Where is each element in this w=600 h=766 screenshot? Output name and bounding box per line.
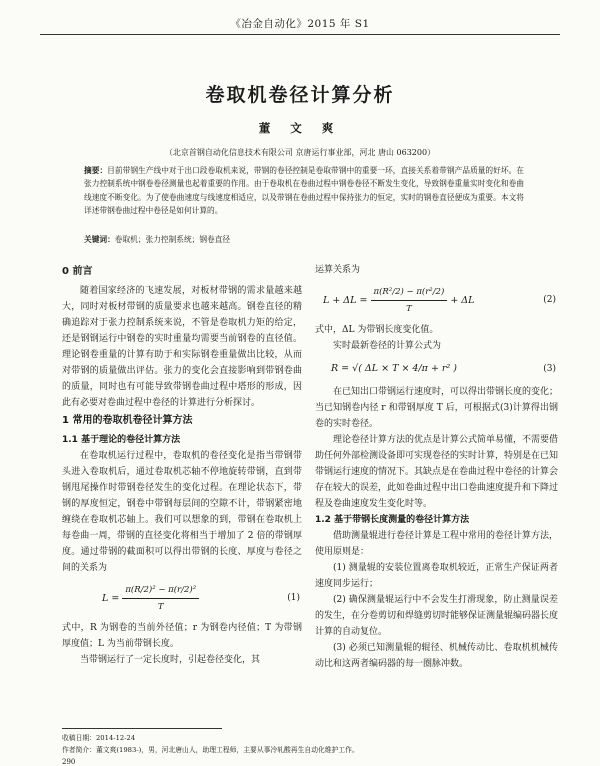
eq2-number: (2) [543,295,556,305]
journal-header: 《冶金自动化》2015 年 S1 [230,18,370,30]
advantage-paragraph: 理论卷径计算方法的优点是计算公式简单易懂，不需要借助任何外部检测设备即可实现卷径的实时计算，特别是在已知带钢运行速度的情况下。其缺点是在卷曲过程中卷径的计算会存在较大的误差，此如卷曲过程中出口卷曲速度提升和下降过程及卷曲速度发生变化时等。 [315,435,559,509]
eq2-rhs: + ΔL [450,295,475,306]
eq2-fraction [371,284,448,317]
eq1-numerator: π(R/2)² − π(r/2)² [122,582,199,599]
eq2-lhs: L + ΔL = [323,295,368,306]
section-0-heading: 0 前言 [62,266,93,277]
eq1-description: 式中，R 为钢卷的当前外径值；r 为钢卷内径值；T 为带钢厚度值；L 为当前带钢长度。 [62,623,302,649]
abstract [84,164,524,217]
footnote-author: 作者简介：董文爽(1983-)，男，河北唐山人，助理工程师，主要从事冷轧酸再生自动化维护工作。 [62,746,359,754]
equation-1 [62,576,302,620]
eq1-lhs: L = [102,593,120,604]
header-rule [40,34,560,35]
section-1-1-paragraph: 在卷取机运行过程中，卷取机的卷径变化是指当带钢带头进入卷取机后，通过卷取机芯轴不停地旋转带钢，直到带钢甩尾操作时带钢卷径发生的变化过程。在理论状态下，带钢的厚度恒定，钢卷中带钢每层间的空隙不计，带钢紧密地缠绕在卷取机芯轴上。我们可以想象的到，带钢在卷取机上每卷曲一周，带钢的直径变化将相当于增加了 2 倍的带钢厚度。通过带钢的截面积可以得出带钢的长度、厚度与卷径之间的关系为 [62,451,302,573]
section-1-1-heading: 1.1 基于理论的卷径计算方法 [62,435,181,445]
eq1-fraction [122,582,199,615]
eq1-number: (1) [287,593,300,603]
left-column [62,262,302,668]
abstract-text: 目前带钢生产线中对于出口段卷取机来说，带钢的卷径控制是卷取带钢中的重要一环，直接关系着带钢产品质量的好坏。在张力控制系统中钢卷卷径测量也起着重要的作用。由于卷取机在卷曲过程中钢卷卷径不断发生变化，导致钢卷重量实时变化和卷曲线速度不断变化。为了使卷曲速度与线速度相适应，以及带钢在卷曲过程中保持张力的恒定，实时的钢卷直径便成为重要。本文将详述带钢卷曲过程中卷径是如何计算的。 [84,166,524,215]
relation-intro: 运算关系为 [315,265,361,275]
section-1-1-paragraph-2: 当带钢运行了一定长度时，引起卷径变化，其 [80,655,261,665]
list-item: (1) 测量辊的安装位置离卷取机较近，正常生产保证两者速度同步运行； [315,563,558,589]
paper-title: 卷取机卷径计算分析 [205,84,395,106]
equation-3 [315,354,558,384]
affiliation: （北京首钢自动化信息技术有限公司 京唐运行事业部，河北 唐山 063200） [164,148,436,157]
footnote-received: 收稿日期：2014-12-24 [62,734,136,742]
eq3-body: R = √( ΔL × T × 4/π + r² ) [331,363,458,374]
section-0-paragraph: 随着国家经济的飞速发展，对板材带钢的需求量越来越大，同时对板材带钢的质量要求也越来越高。钢卷直径的精确追踪对于张力控制系统来说，不管是卷取机力矩的给定，还是钢钢运行中钢卷的实时重量均需要当前钢卷的直径值。理论钢卷重量的计算有助于和实际钢卷重量做出比较，从而对带钢的质量做出评估。张力的变化会直接影响到带钢卷曲的质量，同时也有可能导致带钢卷曲过程中塔形的形成，因此有必要对卷曲过程中卷径的计算进行分析探讨。 [62,286,302,408]
footnote-rule [62,728,222,729]
eq1-denominator: T [157,602,164,612]
eq2-numerator: π(R²/2) − π(r²/2) [371,284,448,301]
section-1-2-paragraph: 借助测量辊进行卷径计算是工程中常用的卷径计算方法，使用原则是： [315,531,559,557]
abstract-label: 摘要： [84,166,108,175]
keywords-label: 关键词： [84,235,115,244]
eq2-description: 式中，ΔL 为带钢长度变化值。 [315,325,439,335]
section-1-2-heading: 1.2 基于带钢长度测量的卷径计算方法 [315,515,470,525]
right-column [315,262,558,672]
author-name: 董 文 爽 [258,121,342,135]
known-paragraph: 在已知出口带钢运行速度时，可以得出带钢长度的变化；当已知钢卷内径 r 和带钢厚度 T 后，可根据式(3)计算得出钢卷的实时卷径。 [315,387,559,429]
eq3-number: (3) [543,364,556,374]
section-1-heading: 1 常用的卷取机卷径计算方法 [62,415,193,426]
page-number: 290 [62,758,76,766]
keywords-text: 卷取机；张力控制系统；钢卷直径 [114,235,231,244]
keywords [84,234,524,245]
realtime-intro: 实时最新卷径的计算公式为 [333,341,442,351]
eq2-denominator: T [406,304,412,314]
list-item: (2) 确保测量辊运行中不会发生打滑现象，防止测量误差的发生，在分卷剪切和焊缝剪切时能够保证测量辊编码器长度计算的自动复位。 [315,595,559,637]
equation-2 [315,278,558,322]
list-item: (3) 必须已知测量辊的辊径、机械传动比、卷取机机械传动比和这两者编码器的每一圈脉冲数。 [315,643,558,669]
